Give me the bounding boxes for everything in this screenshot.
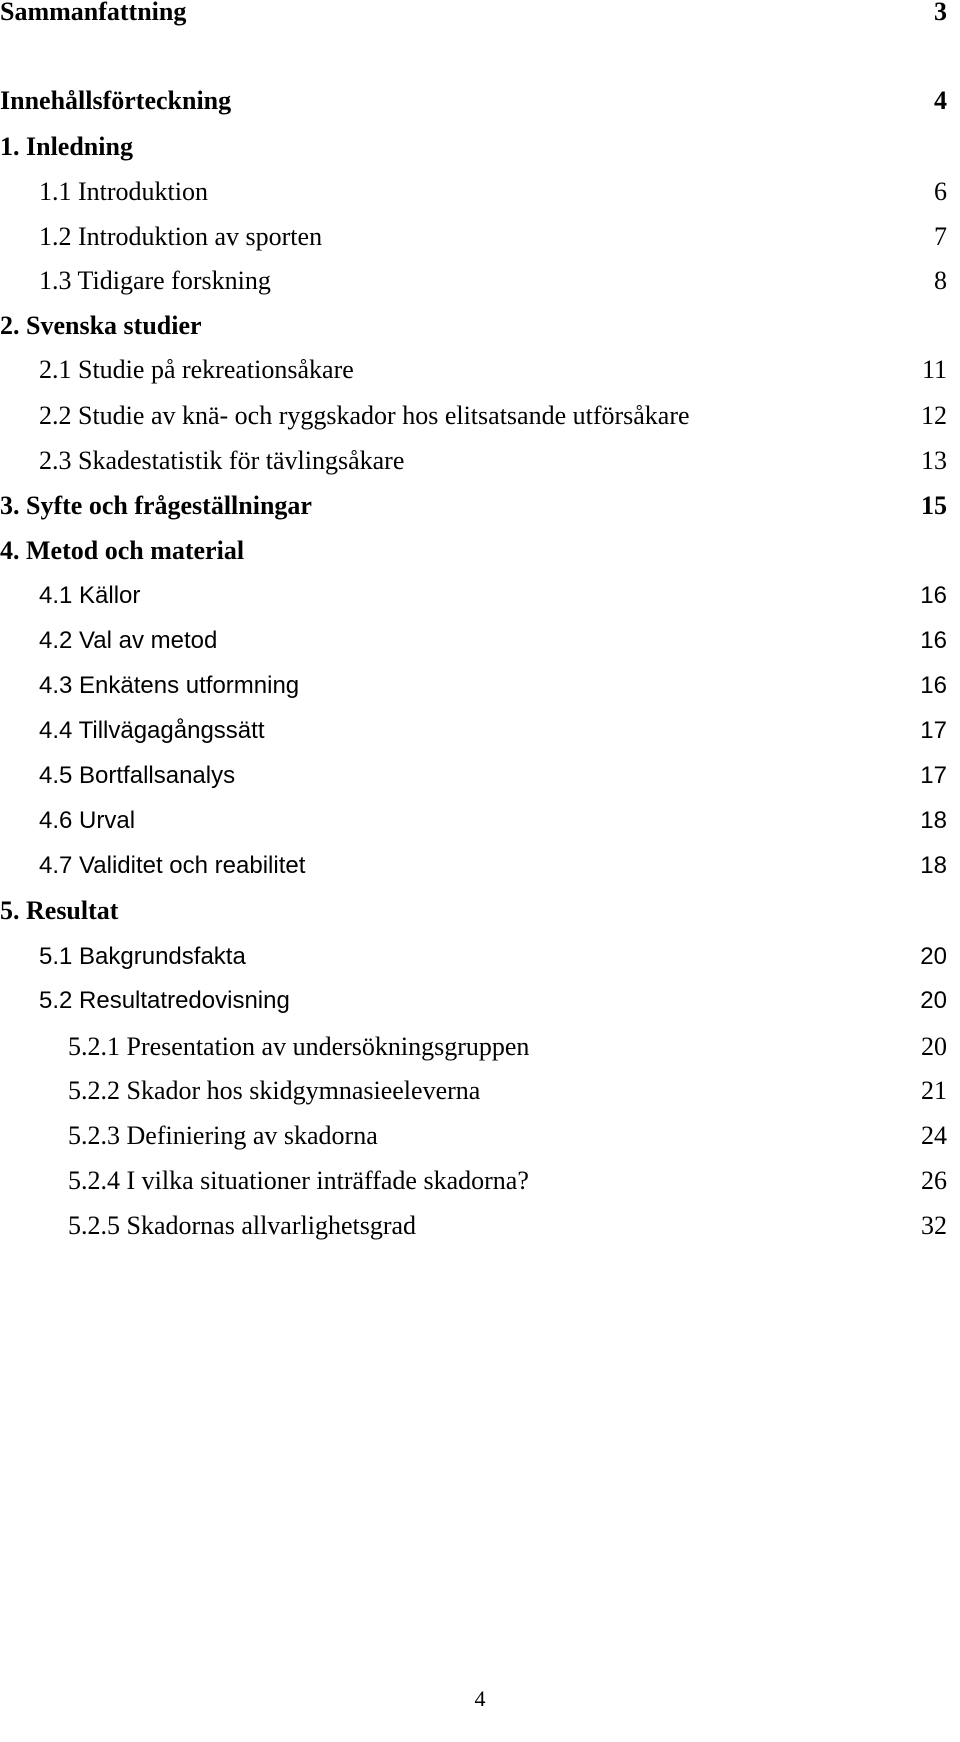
toc-entry bbox=[0, 756, 960, 796]
toc-entry bbox=[0, 396, 960, 436]
toc-entry-title: 2.2 Studie av knä- och ryggskador hos elitsatsande utförsåkare bbox=[39, 401, 690, 430]
toc-entry-title: 2. Svenska studier bbox=[0, 311, 202, 340]
toc-entry bbox=[0, 486, 960, 526]
toc-entry-title: Sammanfattning bbox=[0, 0, 187, 26]
toc-entry bbox=[0, 937, 960, 977]
toc-entry-page: 13 bbox=[921, 446, 947, 475]
toc-entry-title: 2.3 Skadestatistik för tävlingsåkare bbox=[39, 446, 405, 475]
toc-entry-title: 2.1 Studie på rekreationsåkare bbox=[39, 355, 354, 384]
toc-entry-page: 16 bbox=[920, 627, 947, 654]
toc-entry-title: 1.3 Tidigare forskning bbox=[39, 266, 271, 295]
toc-entry-page: 3 bbox=[934, 0, 947, 26]
toc-entry-page: 17 bbox=[920, 762, 947, 789]
toc-entry bbox=[0, 0, 960, 32]
toc-entry-page: 16 bbox=[920, 672, 947, 699]
toc-entry-title: 5.2.1 Presentation av undersökningsgruppen bbox=[68, 1032, 530, 1061]
toc-entry bbox=[0, 846, 960, 886]
toc-entry-page: 16 bbox=[920, 582, 947, 609]
toc-entry bbox=[0, 711, 960, 751]
toc-entry-page: 18 bbox=[920, 852, 947, 879]
toc-entry-page: 4 bbox=[934, 86, 947, 115]
toc-entry-page: 15 bbox=[921, 491, 947, 520]
toc-entry bbox=[0, 127, 960, 167]
toc-entry-title: Innehållsförteckning bbox=[0, 86, 232, 115]
toc-entry-title: 3. Syfte och frågeställningar bbox=[0, 491, 312, 520]
toc-entry bbox=[0, 172, 960, 212]
toc-entry bbox=[0, 1161, 960, 1201]
toc-entry-title: 1. Inledning bbox=[0, 132, 133, 161]
toc-entry-title: 4.7 Validitet och reabilitet bbox=[39, 852, 306, 879]
toc-entry-title: 4.6 Urval bbox=[39, 807, 136, 834]
toc-entry-title: 5.2.5 Skadornas allvarlighetsgrad bbox=[68, 1211, 417, 1240]
toc-entry-page: 24 bbox=[921, 1121, 947, 1150]
toc-entry bbox=[0, 891, 960, 931]
toc-entry bbox=[0, 801, 960, 841]
toc-entry-page: 18 bbox=[920, 807, 947, 834]
toc-entry-title: 5. Resultat bbox=[0, 896, 119, 925]
toc-entry-title: 5.1 Bakgrundsfakta bbox=[39, 943, 246, 970]
toc-entry-title: 1.1 Introduktion bbox=[39, 177, 208, 206]
toc-entry bbox=[0, 1116, 960, 1156]
toc-entry-page: 26 bbox=[921, 1166, 947, 1195]
toc-entry-title: 5.2.2 Skador hos skidgymnasieeleverna bbox=[68, 1076, 481, 1105]
toc-entry-title: 4.5 Bortfallsanalys bbox=[39, 762, 236, 789]
toc-entry bbox=[0, 666, 960, 706]
toc-entry bbox=[0, 217, 960, 257]
toc-entry-page: 20 bbox=[921, 1032, 947, 1061]
toc-entry-title: 5.2.3 Definiering av skadorna bbox=[68, 1121, 378, 1150]
toc-entry-page: 17 bbox=[920, 717, 947, 744]
toc-entry-title: 5.2 Resultatredovisning bbox=[39, 987, 290, 1014]
toc-entry-page: 7 bbox=[934, 222, 947, 251]
toc-entry-page: 32 bbox=[921, 1211, 947, 1240]
toc-entry bbox=[0, 981, 960, 1021]
toc-entry-title: 4. Metod och material bbox=[0, 536, 245, 565]
toc-entry-title: 5.2.4 I vilka situationer inträffade skadorna? bbox=[68, 1166, 529, 1195]
toc-entry bbox=[0, 621, 960, 661]
toc-entry-page: 8 bbox=[934, 266, 947, 295]
toc-entry bbox=[0, 1027, 960, 1067]
toc-entry-page: 11 bbox=[921, 355, 947, 384]
toc-entry-page: 20 bbox=[920, 987, 947, 1014]
toc-entry-page: 12 bbox=[921, 401, 947, 430]
toc-entry bbox=[0, 350, 960, 390]
toc-entry bbox=[0, 1071, 960, 1111]
toc-entry bbox=[0, 441, 960, 481]
page-number: 4 bbox=[474, 1686, 486, 1711]
toc-entry-title: 4.3 Enkätens utformning bbox=[39, 672, 300, 699]
toc-entry bbox=[0, 261, 960, 301]
toc-entry-title: 1.2 Introduktion av sporten bbox=[39, 222, 323, 251]
toc-entry-page: 21 bbox=[921, 1076, 947, 1105]
toc-entry-title: 4.2 Val av metod bbox=[39, 627, 218, 654]
toc-entry-title: 4.1 Källor bbox=[39, 582, 141, 609]
toc-entry-page: 20 bbox=[920, 943, 947, 970]
toc-entry-page: 6 bbox=[934, 177, 947, 206]
toc-entry bbox=[0, 81, 960, 121]
toc-entry bbox=[0, 306, 960, 346]
toc-entry bbox=[0, 531, 960, 571]
toc-entry-title: 4.4 Tillvägagångssätt bbox=[39, 717, 265, 744]
toc-entry bbox=[0, 1206, 960, 1246]
toc-entry bbox=[0, 576, 960, 616]
